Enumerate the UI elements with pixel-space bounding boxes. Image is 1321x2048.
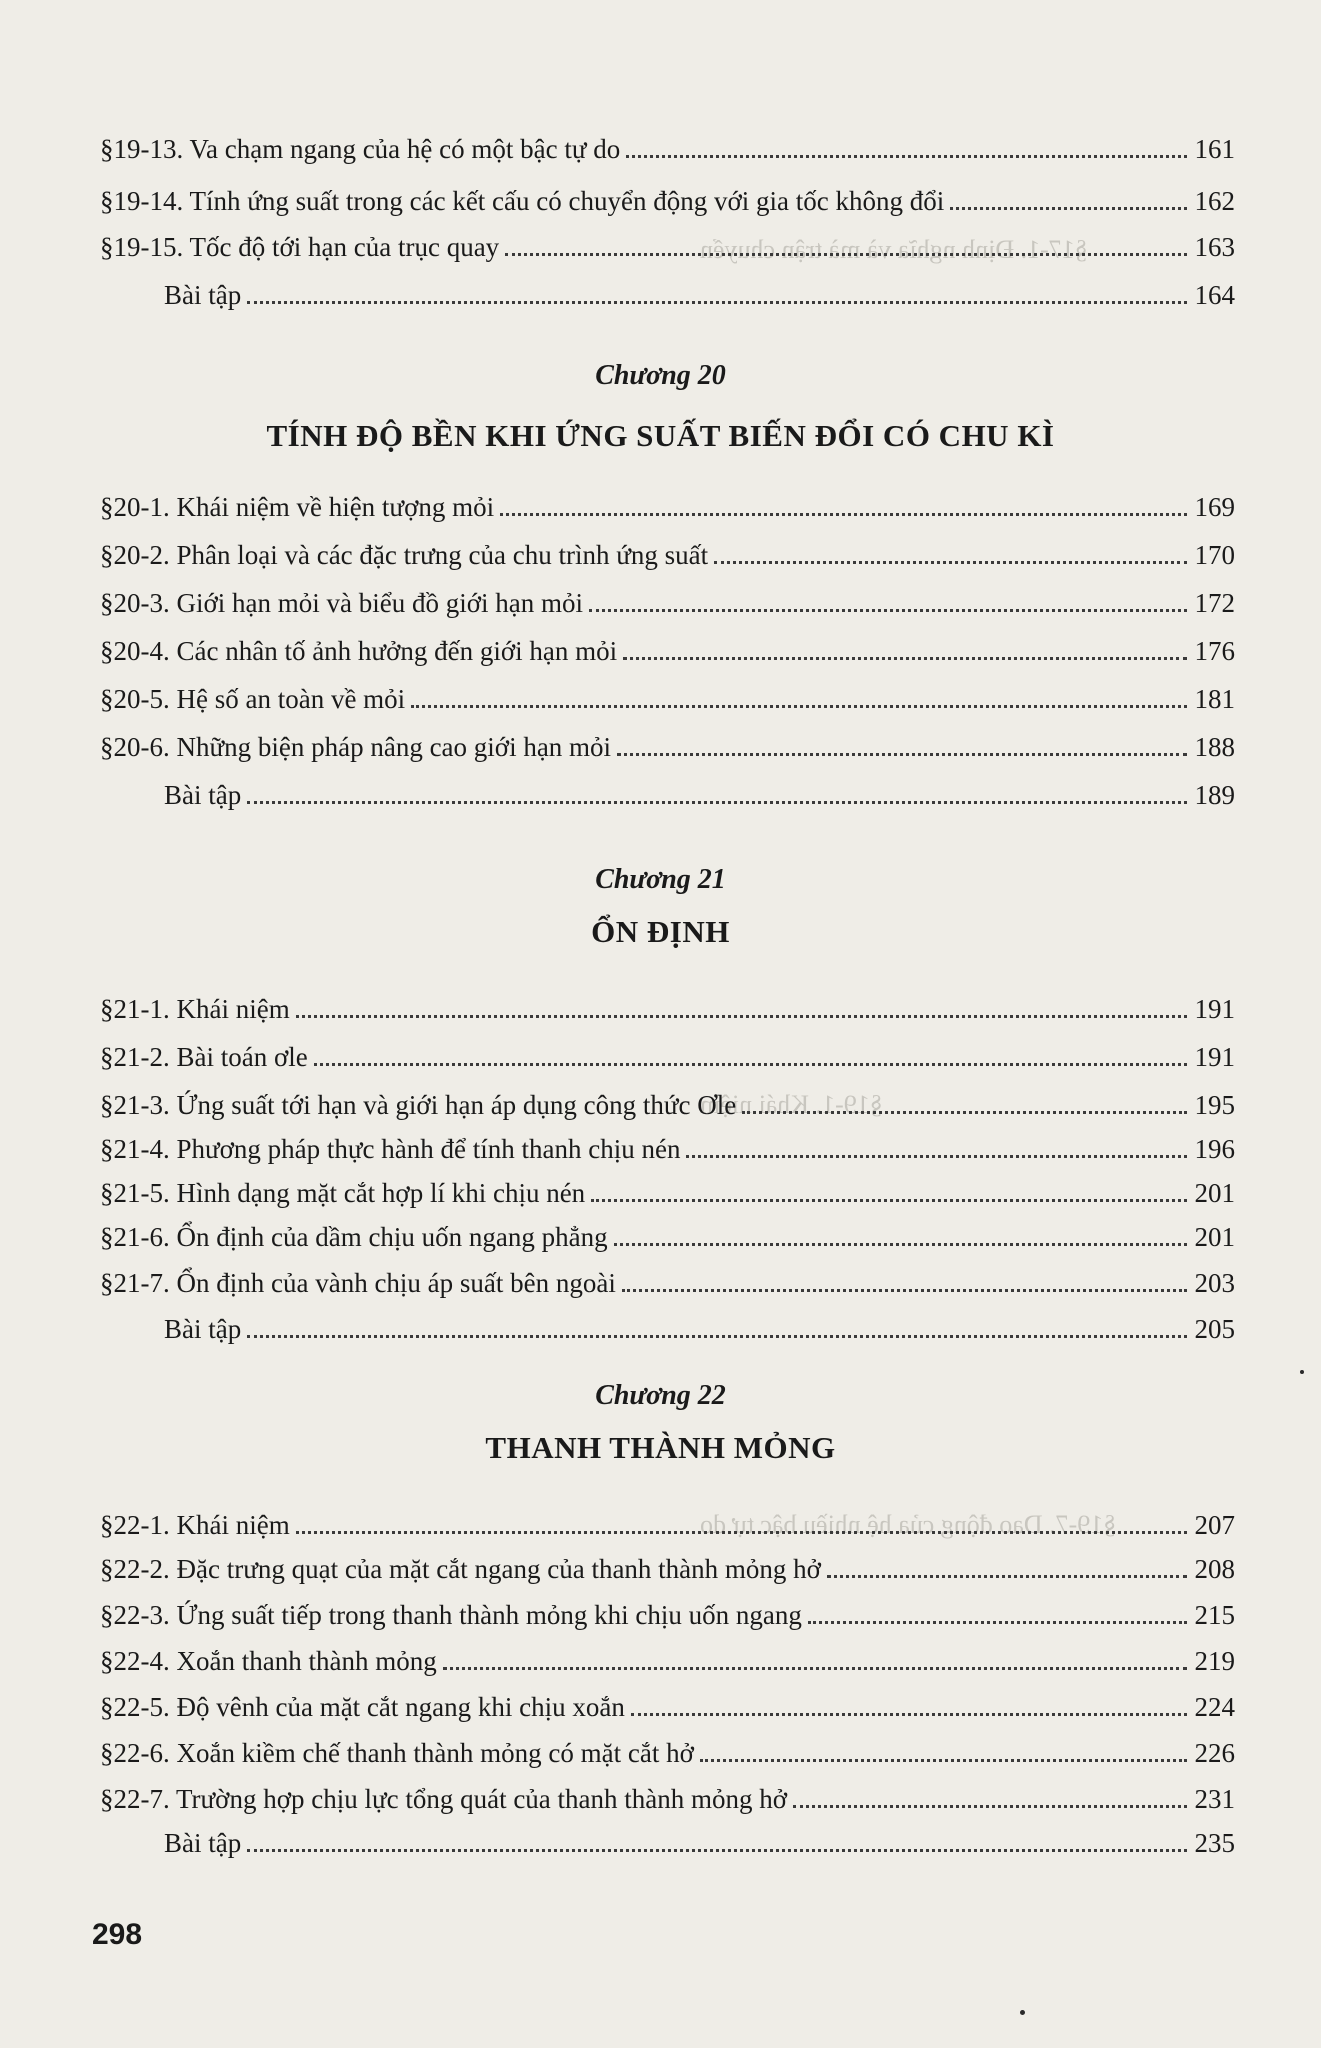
dot-leader	[617, 752, 1187, 756]
toc-entry-20-3[interactable]	[100, 586, 1235, 620]
toc-entry-title: §21-2. Bài toán ơle	[100, 1042, 308, 1072]
toc-entry-19-15[interactable]	[100, 230, 1235, 264]
dot-leader	[686, 1154, 1187, 1158]
toc-entry-page: 176	[1194, 636, 1235, 666]
chapter-22-title: THANH THÀNH MỎNG	[485, 1430, 836, 1465]
toc-entry-title: §22-3. Ứng suất tiếp trong thanh thành mỏng khi chịu uốn ngang	[100, 1600, 802, 1630]
toc-entry-22-exercises[interactable]	[100, 1826, 1235, 1860]
toc-entry-title: §19-15. Tốc độ tới hạn của trục quay	[100, 232, 500, 262]
toc-entry-title: §21-5. Hình dạng mặt cắt hợp lí khi chịu nén	[100, 1178, 586, 1208]
dot-leader	[793, 1804, 1187, 1808]
toc-entry-21-7[interactable]	[100, 1266, 1235, 1300]
bleed-through-text: §17-1. Định nghĩa và mà trận chuyển	[700, 235, 1088, 264]
toc-entry-title: §20-2. Phân loại và các đặc trưng của chu trình ứng suất	[100, 540, 709, 570]
toc-entry-title: Bài tập	[164, 780, 242, 810]
dot-leader	[827, 1574, 1187, 1578]
toc-entry-21-3[interactable]	[100, 1088, 1235, 1122]
toc-entry-page: 207	[1194, 1510, 1235, 1540]
toc-entry-22-6[interactable]	[100, 1736, 1235, 1770]
toc-entry-page: 215	[1194, 1600, 1235, 1630]
toc-entry-22-7[interactable]	[100, 1782, 1235, 1816]
dot-leader	[247, 1848, 1187, 1852]
chapter-22-label: Chương 22	[595, 1380, 726, 1411]
toc-entry-20-1[interactable]	[100, 490, 1235, 524]
chapter-21-label: Chương 21	[595, 864, 726, 895]
toc-entry-title: §19-13. Va chạm ngang của hệ có một bậc tự do	[100, 134, 621, 164]
toc-entry-page: 201	[1194, 1222, 1235, 1252]
dot-leader	[714, 560, 1187, 564]
toc-entry-page: 191	[1194, 1042, 1235, 1072]
toc-entry-page: 181	[1194, 684, 1235, 714]
toc-entry-title: §20-1. Khái niệm về hiện tượng mỏi	[100, 492, 495, 522]
dot-leader	[296, 1530, 1187, 1534]
toc-entry-title: §21-7. Ổn định của vành chịu áp suất bên ngoài	[100, 1268, 616, 1298]
toc-entry-19-14[interactable]	[100, 184, 1235, 218]
toc-entry-21-4[interactable]	[100, 1132, 1235, 1166]
toc-entry-21-1[interactable]	[100, 992, 1235, 1026]
print-speck	[1020, 2010, 1025, 2015]
toc-entry-page: 161	[1194, 134, 1235, 164]
toc-entry-22-5[interactable]	[100, 1690, 1235, 1724]
toc-entry-22-2[interactable]	[100, 1552, 1235, 1586]
toc-entry-22-1[interactable]	[100, 1508, 1235, 1542]
dot-leader	[623, 656, 1187, 660]
dot-leader	[296, 1014, 1187, 1018]
toc-entry-title: §19-14. Tính ứng suất trong các kết cấu có chuyển động với gia tốc không đổi	[100, 186, 945, 216]
chapter-20-title: TÍNH ĐỘ BỀN KHI ỨNG SUẤT BIẾN ĐỔI CÓ CHU KÌ	[266, 418, 1055, 453]
dot-leader	[314, 1062, 1187, 1066]
toc-entry-page: 169	[1194, 492, 1235, 522]
toc-entry-page: 235	[1194, 1828, 1235, 1858]
chapter-21-title: ỔN ĐỊNH	[591, 914, 730, 949]
toc-entry-title: §21-1. Khái niệm	[100, 994, 290, 1024]
toc-entry-page: 195	[1194, 1090, 1235, 1120]
bleed-through-text: §19-7. Dao động của hệ nhiều bậc tự do	[700, 1510, 1117, 1539]
dot-leader	[591, 1198, 1187, 1202]
toc-entry-20-2[interactable]	[100, 538, 1235, 572]
print-speck	[1300, 1370, 1304, 1374]
dot-leader	[742, 1110, 1187, 1114]
chapter-20-label: Chương 20	[595, 360, 726, 391]
toc-entry-21-2[interactable]	[100, 1040, 1235, 1074]
dot-leader	[505, 252, 1187, 256]
dot-leader	[626, 154, 1187, 158]
toc-entry-22-4[interactable]	[100, 1644, 1235, 1678]
toc-entry-page: 164	[1194, 280, 1235, 310]
toc-entry-title: Bài tập	[164, 1314, 242, 1344]
toc-entry-title: §20-4. Các nhân tố ảnh hưởng đến giới hạn mỏi	[100, 636, 618, 666]
toc-entry-21-exercises[interactable]	[100, 1312, 1235, 1346]
dot-leader	[247, 300, 1187, 304]
toc-entry-page: 226	[1194, 1738, 1235, 1768]
toc-entry-title: Bài tập	[164, 280, 242, 310]
toc-entry-page: 170	[1194, 540, 1235, 570]
toc-entry-21-6[interactable]	[100, 1220, 1235, 1254]
dot-leader	[443, 1666, 1187, 1670]
dot-leader	[247, 1334, 1187, 1338]
dot-leader	[808, 1620, 1187, 1624]
dot-leader	[247, 800, 1187, 804]
toc-entry-title: §20-5. Hệ số an toàn về mỏi	[100, 684, 406, 714]
toc-entry-page: 172	[1194, 588, 1235, 618]
toc-entry-page: 208	[1194, 1554, 1235, 1584]
toc-entry-20-exercises[interactable]	[100, 778, 1235, 812]
toc-entry-title: §22-4. Xoắn thanh thành mỏng	[100, 1646, 437, 1676]
toc-entry-title: §21-6. Ổn định của dầm chịu uốn ngang phẳng	[100, 1222, 608, 1252]
toc-entry-21-5[interactable]	[100, 1176, 1235, 1210]
toc-entry-title: §22-5. Độ vênh của mặt cắt ngang khi chịu xoắn	[100, 1692, 625, 1722]
toc-entry-22-3[interactable]	[100, 1598, 1235, 1632]
toc-entry-title: Bài tập	[164, 1828, 242, 1858]
toc-entry-title: §21-4. Phương pháp thực hành để tính thanh chịu nén	[100, 1134, 681, 1164]
toc-entry-page: 231	[1194, 1784, 1235, 1814]
dot-leader	[589, 608, 1187, 612]
toc-entry-title: §22-6. Xoắn kiềm chế thanh thành mỏng có mặt cắt hở	[100, 1738, 694, 1768]
toc-entry-title: §22-7. Trường hợp chịu lực tổng quát của thanh thành mỏng hở	[100, 1784, 788, 1814]
dot-leader	[614, 1242, 1187, 1246]
toc-entry-title: §22-1. Khái niệm	[100, 1510, 290, 1540]
dot-leader	[950, 206, 1187, 210]
toc-entry-page: 163	[1194, 232, 1235, 262]
toc-entry-title: §20-6. Những biện pháp nâng cao giới hạn mỏi	[100, 732, 612, 762]
toc-entry-page: 191	[1194, 994, 1235, 1024]
toc-entry-title: §22-2. Đặc trưng quạt của mặt cắt ngang của thanh thành mỏng hở	[100, 1554, 821, 1584]
toc-entry-20-6[interactable]	[100, 730, 1235, 764]
toc-entry-page: 219	[1194, 1646, 1235, 1676]
dot-leader	[622, 1288, 1187, 1292]
toc-entry-page: 224	[1194, 1692, 1235, 1722]
toc-entry-20-5[interactable]	[100, 682, 1235, 716]
toc-entry-19-13[interactable]	[100, 132, 1235, 166]
toc-entry-page: 196	[1194, 1134, 1235, 1164]
toc-entry-page: 188	[1194, 732, 1235, 762]
dot-leader	[631, 1712, 1187, 1716]
toc-entry-page: 162	[1194, 186, 1235, 216]
page-number: 298	[92, 1918, 143, 1951]
dot-leader	[411, 704, 1187, 708]
toc-entry-20-4[interactable]	[100, 634, 1235, 668]
toc-entry-page: 201	[1194, 1178, 1235, 1208]
bleed-through-text: §19-1. Khái niệm	[700, 1090, 883, 1119]
dot-leader	[700, 1758, 1187, 1762]
toc-entry-title: §21-3. Ứng suất tới hạn và giới hạn áp dụng công thức Ơle	[100, 1090, 737, 1120]
dot-leader	[500, 512, 1187, 516]
toc-entry-19-exercises[interactable]	[100, 278, 1235, 312]
toc-entry-page: 203	[1194, 1268, 1235, 1298]
toc-entry-page: 189	[1194, 780, 1235, 810]
toc-entry-title: §20-3. Giới hạn mỏi và biểu đồ giới hạn mỏi	[100, 588, 583, 618]
toc-entry-page: 205	[1194, 1314, 1235, 1344]
